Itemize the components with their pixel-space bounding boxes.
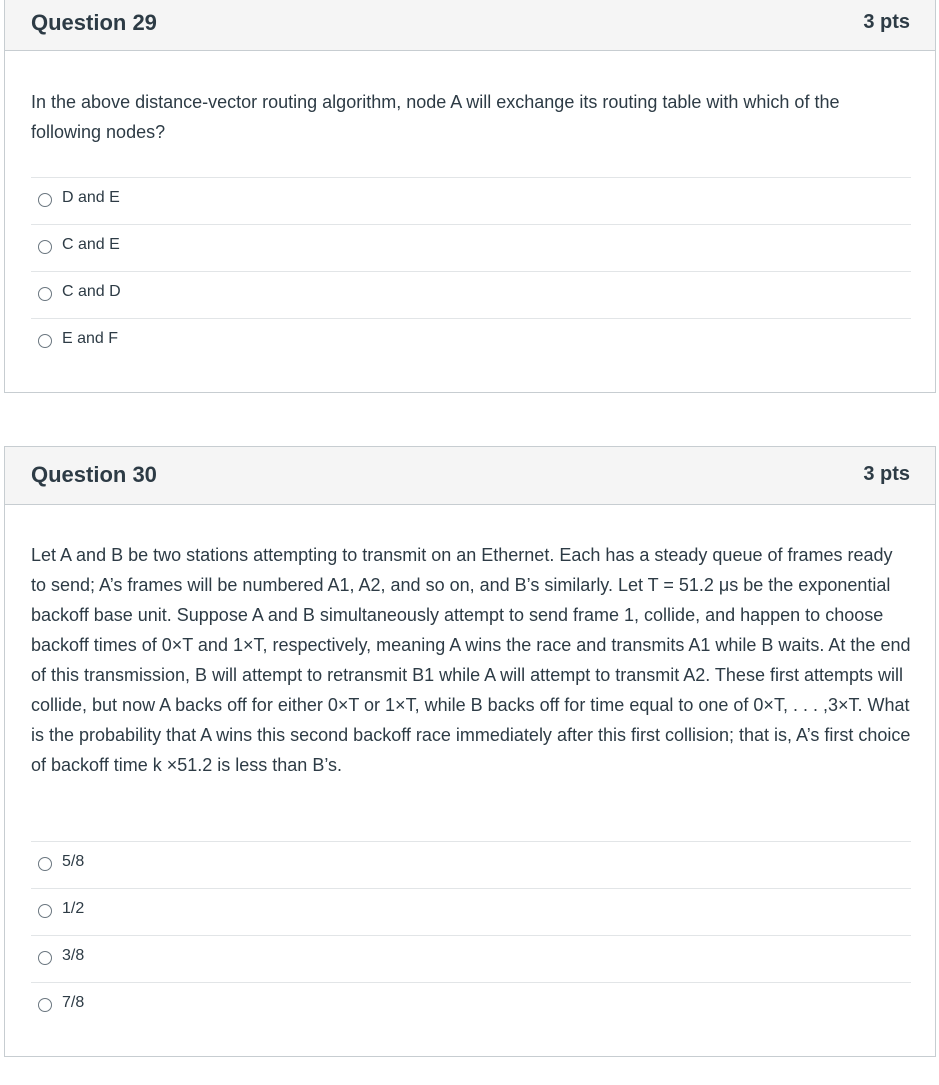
question-header	[5, 0, 935, 51]
answer-list	[31, 177, 911, 365]
question-29	[4, 0, 936, 393]
radio-button[interactable]	[38, 287, 52, 301]
answer-list	[31, 841, 911, 1029]
answer-label[interactable]: E and F	[62, 330, 119, 347]
answer-label[interactable]: D and E	[62, 189, 120, 206]
radio-button[interactable]	[38, 193, 52, 207]
question-text: In the above distance-vector routing algorithm, node A will exchange its routing table with which of the following nodes?	[31, 92, 840, 142]
answer-option[interactable]	[31, 841, 911, 888]
answer-option[interactable]	[31, 177, 911, 224]
answer-label[interactable]: C and D	[62, 283, 121, 300]
radio-button[interactable]	[38, 951, 52, 965]
question-30	[4, 446, 936, 1057]
radio-button[interactable]	[38, 998, 52, 1012]
question-title: Question 29	[31, 10, 157, 35]
answer-label[interactable]: 7/8	[62, 994, 85, 1011]
answer-label[interactable]: 3/8	[62, 947, 85, 964]
answer-label[interactable]: 5/8	[62, 853, 85, 870]
radio-button[interactable]	[38, 334, 52, 348]
question-title: Question 30	[31, 462, 157, 487]
answer-option[interactable]	[31, 224, 911, 271]
radio-button[interactable]	[38, 857, 52, 871]
answer-option[interactable]	[31, 982, 911, 1029]
answer-option[interactable]	[31, 318, 911, 365]
answer-label[interactable]: 1/2	[62, 900, 85, 917]
answer-option[interactable]	[31, 271, 911, 318]
question-points: 3 pts	[863, 463, 910, 485]
answer-label[interactable]: C and E	[62, 236, 120, 253]
radio-button[interactable]	[38, 240, 52, 254]
question-header	[5, 447, 935, 505]
question-text: Let A and B be two stations attempting to transmit on an Ethernet. Each has a steady queue of frames ready to send; A’s frames will be numbered A1, A2, and so on, and B’s similarly. Let T = 51.2 μs be the exponential backoff base unit. Suppose A and B simultaneously attempt to send frame 1, collide, and happen to choose backoff times of 0×T and 1×T, respectively, meaning A wins the race and transmits A1 while B waits. At the end of this transmission, B will attempt to retransmit B1 while A will attempt to transmit A2. These first attempts will collide, but now A backs off for either 0×T or 1×T, while B backs off for time equal to one of 0×T, . . . ,3×T. What is the probability that A wins this second backoff race immediately after this first collision; that is, A’s first choice of backoff time k ×51.2 is less than B’s.	[31, 545, 911, 775]
answer-option[interactable]	[31, 888, 911, 935]
answer-option[interactable]	[31, 935, 911, 982]
radio-button[interactable]	[38, 904, 52, 918]
question-points: 3 pts	[863, 11, 910, 33]
